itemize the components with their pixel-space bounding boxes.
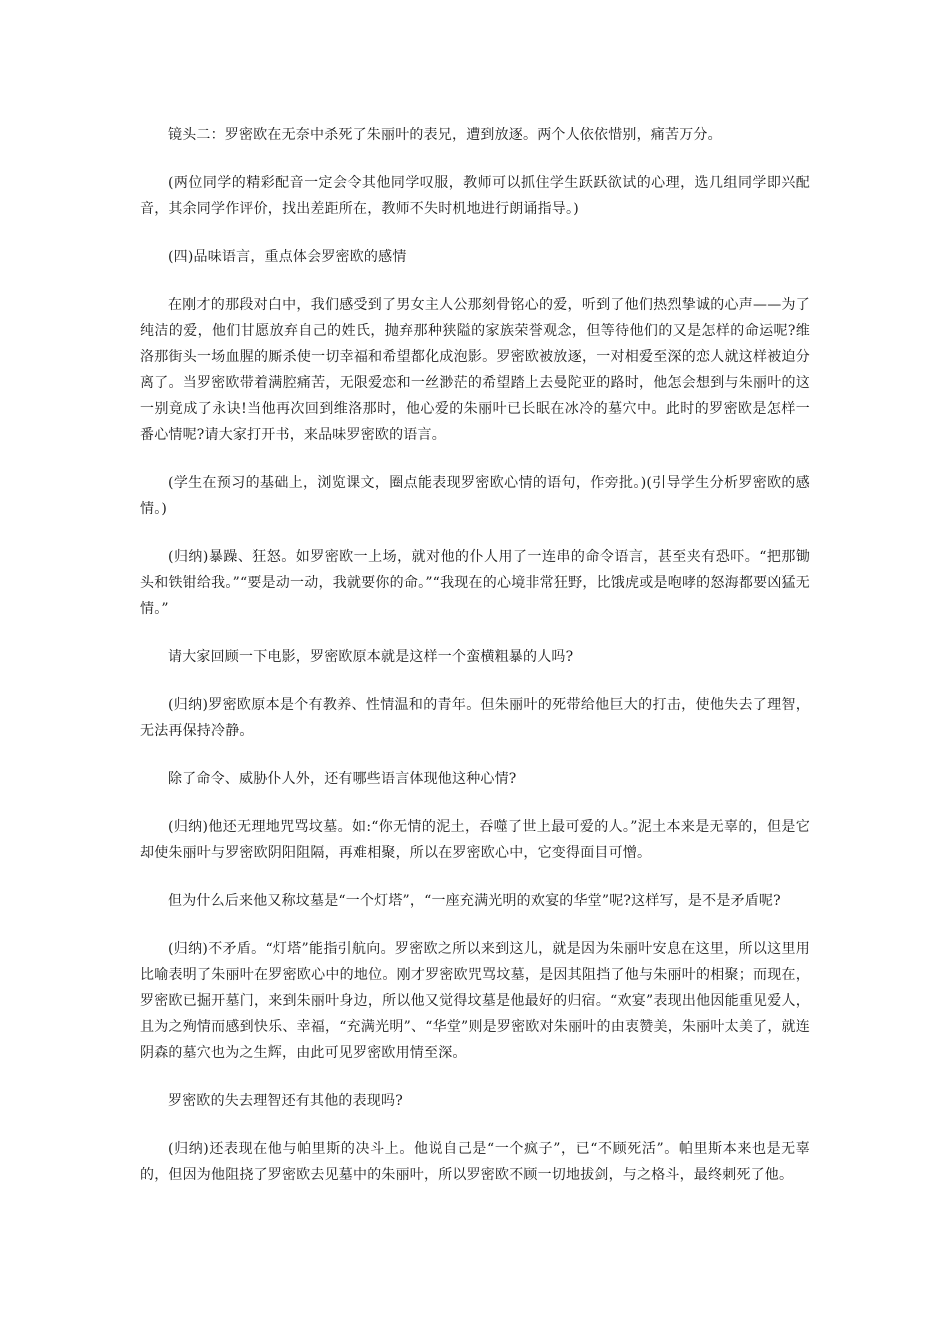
paragraph-summary-curse-tomb: (归纳)他还无理地咒骂坟墓。如:“你无情的泥土，吞噬了世上最可爱的人。”泥土本来是无辜的，但是它却使朱丽叶与罗密欧阴阳阻隔，再难相聚，所以在罗密欧心中，它变得面目可憎。 bbox=[140, 819, 810, 861]
paragraph-dubbing-note: (两位同学的精彩配音一定会令其他同学叹服，教师可以抓住学生跃跃欲试的心理，选几组同学即兴配音，其余同学作评价，找出差距所在，教师不失时机地进行朗诵指导。) bbox=[140, 175, 810, 217]
paragraph-introduction: 在刚才的那段对白中，我们感受到了男女主人公那刻骨铭心的爱，听到了他们热烈挚诚的心声——为了纯洁的爱，他们甘愿放弃自己的姓氏，抛弃那种狭隘的家族荣誉观念，但等待他们的又是怎样的命运呢?维洛那街头一场血腥的厮杀使一切幸福和希望都化成泡影。罗密欧被放逐，一对相爱至深的恋人就这样被迫分离了。当罗密欧带着满腔痛苦，无限爱恋和一丝渺茫的希望踏上去曼陀亚的路时，他怎会想到与朱丽叶的这一别竟成了永诀!当他再次回到维洛那时，他心爱的朱丽叶已长眠在冰冷的墓穴中。此时的罗密欧是怎样一番心情呢?请大家打开书，来品味罗密欧的语言。 bbox=[140, 297, 810, 443]
paragraph-question-other: 罗密欧的失去理智还有其他的表现吗? bbox=[168, 1093, 403, 1109]
section-heading-four: (四)品味语言，重点体会罗密欧的感情 bbox=[168, 249, 407, 265]
paragraph-student-activity: (学生在预习的基础上，浏览课文，圈点能表现罗密欧心情的语句，作旁批。)(引导学生分析罗密欧的感情。) bbox=[140, 475, 810, 517]
paragraph-summary-rage: (归纳)暴躁、狂怒。如罗密欧一上场，就对他的仆人用了一连串的命令语言，甚至夹有恐吓。“把那锄头和铁钳给我。”“要是动一动，我就要你的命。”“我现在的心境非常狂野，比饿虎或是咆哮的怒海都要凶猛无情。” bbox=[140, 549, 810, 617]
document-body bbox=[140, 122, 810, 1210]
paragraph-question-film: 请大家回顾一下电影，罗密欧原本就是这样一个蛮横粗暴的人吗? bbox=[168, 649, 574, 665]
paragraph-question-lighthouse: 但为什么后来他又称坟墓是“一个灯塔”，“一座充满光明的欢宴的华堂”呢?这样写，是不是矛盾呢? bbox=[168, 893, 781, 909]
paragraph-shot-two: 镜头二：罗密欧在无奈中杀死了朱丽叶的表兄，遭到放逐。两个人依依惜别，痛苦万分。 bbox=[168, 127, 722, 143]
paragraph-question-language: 除了命令、威胁仆人外，还有哪些语言体现他这种心情? bbox=[168, 771, 517, 787]
paragraph-summary-temperament: (归纳)罗密欧原本是个有教养、性情温和的青年。但朱丽叶的死带给他巨大的打击，使他失去了理智，无法再保持冷静。 bbox=[140, 697, 810, 739]
paragraph-summary-duel: (归纳)还表现在他与帕里斯的决斗上。他说自己是“一个疯子”，已“不顾死活”。帕里斯本来也是无辜的，但因为他阻挠了罗密欧去见墓中的朱丽叶，所以罗密欧不顾一切地拔剑，与之格斗，最终刺死了他。 bbox=[140, 1141, 810, 1183]
paragraph-summary-lighthouse: (归纳)不矛盾。“灯塔”能指引航向。罗密欧之所以来到这儿，就是因为朱丽叶安息在这里，所以这里用比喻表明了朱丽叶在罗密欧心中的地位。刚才罗密欧咒骂坟墓，是因其阻挡了他与朱丽叶的相聚；而现在，罗密欧已掘开墓门，来到朱丽叶身边，所以他又觉得坟墓是他最好的归宿。“欢宴”表现出他因能重见爱人，且为之殉情而感到快乐、幸福，“充满光明”、“华堂”则是罗密欧对朱丽叶的由衷赞美，朱丽叶太美了，就连阴森的墓穴也为之生辉，由此可见罗密欧用情至深。 bbox=[140, 941, 810, 1061]
